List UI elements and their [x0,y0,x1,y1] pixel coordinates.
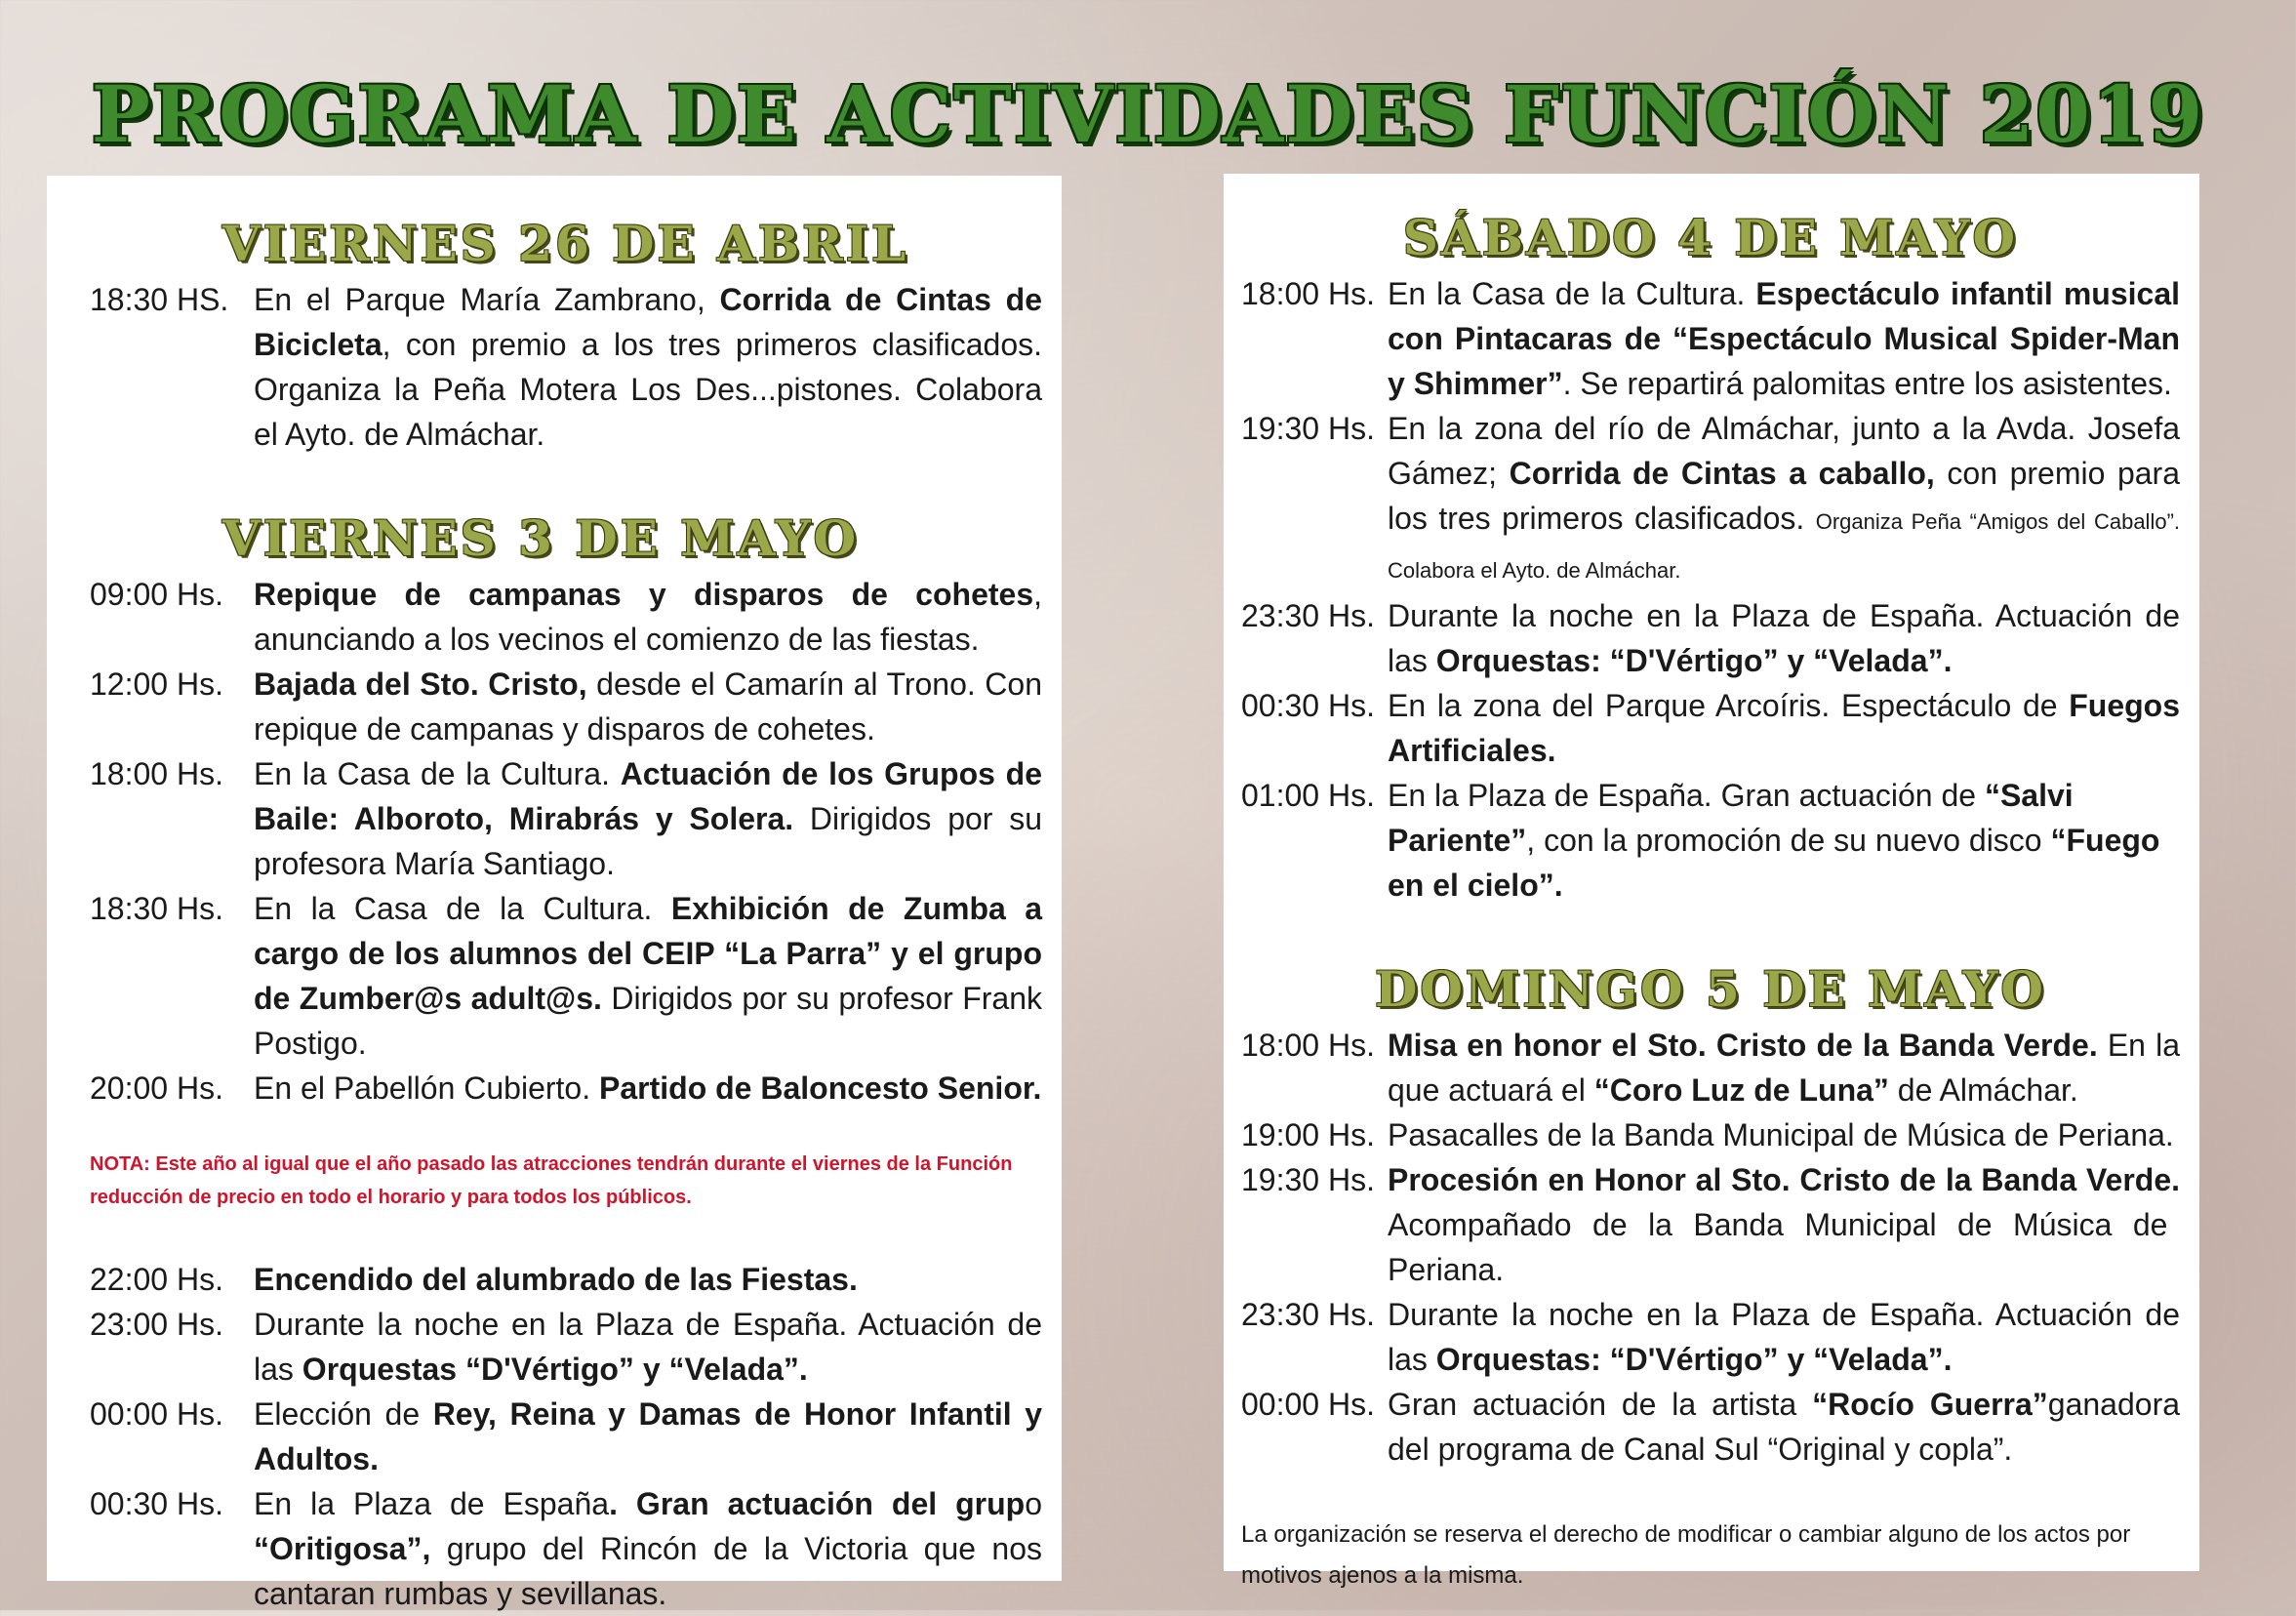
event-description: En el Parque María Zambrano, Corrida de Cintas de Bicicleta, con premio a los tres primeros clasificados. Organiza la Peña Motera Los Des...pistones. Colabora el Ayto. de Almáchar. [254,282,1043,452]
day-heading-viernes-26: VIERNES 26 DE ABRIL [222,215,909,272]
event-time: 23:30 Hs. [1241,598,1375,633]
event-description: En la zona del río de Almáchar, junto a la Avda. Josefa Gámez; Corrida de Cintas a caballo, con premio para los tres primeros clasificados. Organiza Peña “Amigos del Caballo”. Colabora el Ayto. de Almáchar. [1388,411,2181,583]
event-description: En la Casa de la Cultura. Espectáculo infantil musical con Pintacaras de “Espectáculo Musical Spider-Man y Shimmer”. Se repartirá palomitas entre los asistentes. [1388,276,2181,401]
event-row [1241,1112,2180,1157]
event-row [90,1066,1042,1111]
price-note: NOTA: Este año al igual que el año pasado las atracciones tendrán durante el viernes de la Función reducción de precio en todo el horario y para todos los públicos. [90,1153,1013,1208]
event-row [90,277,1042,457]
event-row [90,662,1042,751]
disclaimer-footer: La organización se reserva el derecho de modificar o cambiar alguno de los actos por motivos ajenos a la misma. [1241,1521,2131,1589]
event-row [1241,406,2180,593]
event-time: 00:30 Hs. [1241,688,1375,723]
event-description: Repique de campanas y disparos de cohetes, anunciando a los vecinos el comienzo de las fiestas. [254,577,1042,657]
event-time: 18:00 Hs. [1241,1028,1375,1063]
event-row [90,1302,1042,1392]
event-time: 12:00 Hs. [90,667,223,702]
event-time: 18:30 HS. [90,282,229,317]
event-row [1241,683,2180,773]
event-row [90,1392,1042,1481]
event-time: 18:30 Hs. [90,891,223,926]
event-description: Gran actuación de la artista “Rocío Guerra”ganadora del programa de Canal Sul “Original y copla”. [1388,1387,2181,1467]
event-description: En la Casa de la Cultura. Actuación de los Grupos de Baile: Alboroto, Mirabrás y Solera. Dirigidos por su profesora María Santiago. [254,756,1043,881]
event-time: 19:30 Hs. [1241,1162,1375,1197]
event-row [1241,271,2180,406]
event-row [90,886,1042,1066]
event-description: Procesión en Honor al Sto. Cristo de la Banda Verde. Acompañado de la Banda Municipal de Música de Periana. [1388,1162,2180,1287]
event-row [1241,773,2180,908]
event-description: Durante la noche en la Plaza de España. Actuación de las Orquestas: “D'Vértigo” y “Velada”. [1388,1297,2180,1377]
event-time: 22:00 Hs. [90,1262,223,1297]
event-time: 19:00 Hs. [1241,1117,1375,1152]
event-time: 01:00 Hs. [1241,778,1375,813]
left-schedule-panel [47,176,1062,1611]
event-description: Misa en honor el Sto. Cristo de la Banda Verde. En la que actuará el “Coro Luz de Luna” de Almáchar. [1388,1028,2181,1108]
event-time: 23:30 Hs. [1241,1297,1375,1332]
day-heading-domingo-5: DOMINGO 5 DE MAYO [1375,960,2046,1018]
event-time: 09:00 Hs. [90,577,223,612]
event-time: 00:30 Hs. [90,1486,223,1521]
event-description: Durante la noche en la Plaza de España. Actuación de las Orquestas: “D'Vértigo” y “Velada”. [1388,598,2180,678]
event-row [90,572,1042,662]
right-schedule-panel [1224,174,2199,1589]
page-title: PROGRAMA DE ACTIVIDADES FUNCIÓN 2019 [91,68,2205,160]
event-row [90,751,1042,886]
event-time: 18:00 Hs. [90,756,223,791]
event-time: 19:30 Hs. [1241,411,1375,446]
event-time: 23:00 Hs. [90,1307,223,1342]
event-time: 18:00 Hs. [1241,276,1375,311]
event-row [1241,1382,2180,1472]
event-description: Bajada del Sto. Cristo, desde el Camarín al Trono. Con repique de campanas y disparos de cohetes. [254,667,1042,747]
event-description: En la Plaza de España. Gran actuación de “Salvi Pariente”, con la promoción de su nuevo disco “Fuego en el cielo”. [1388,778,2160,903]
event-description: Encendido del alumbrado de las Fiestas. [254,1262,858,1297]
event-time: 00:00 Hs. [90,1396,223,1432]
event-row [1241,593,2180,683]
event-description: En la Plaza de España. Gran actuación del grupo “Oritigosa”, grupo del Rincón de la Victoria que nos cantaran rumbas y sevillanas. [254,1486,1043,1611]
event-description: En la zona del Parque Arcoíris. Espectáculo de Fuegos Artificiales. [1388,688,2180,768]
event-description: En la Casa de la Cultura. Exhibición de Zumba a cargo de los alumnos del CEIP “La Parra” y el grupo de Zumber@s adult@s. Dirigidos por su profesor Frank Postigo. [254,891,1043,1061]
event-row [90,1481,1042,1616]
event-row [1241,1157,2180,1292]
event-description: Durante la noche en la Plaza de España. Actuación de las Orquestas “D'Vértigo” y “Velada”. [254,1307,1042,1387]
event-time: 20:00 Hs. [90,1071,223,1106]
event-time: 00:00 Hs. [1241,1387,1375,1422]
event-description: Elección de Rey, Reina y Damas de Honor Infantil y Adultos. [254,1396,1043,1476]
event-row [1241,1292,2180,1382]
event-row [90,1257,1042,1302]
day-heading-viernes-3: VIERNES 3 DE MAYO [222,509,860,567]
event-row [1241,1023,2180,1112]
day-heading-sabado-4: SÁBADO 4 DE MAYO [1402,209,2019,266]
event-description: Pasacalles de la Banda Municipal de Música de Periana. [1388,1117,2174,1152]
event-description: En el Pabellón Cubierto. Partido de Baloncesto Senior. [254,1071,1042,1106]
